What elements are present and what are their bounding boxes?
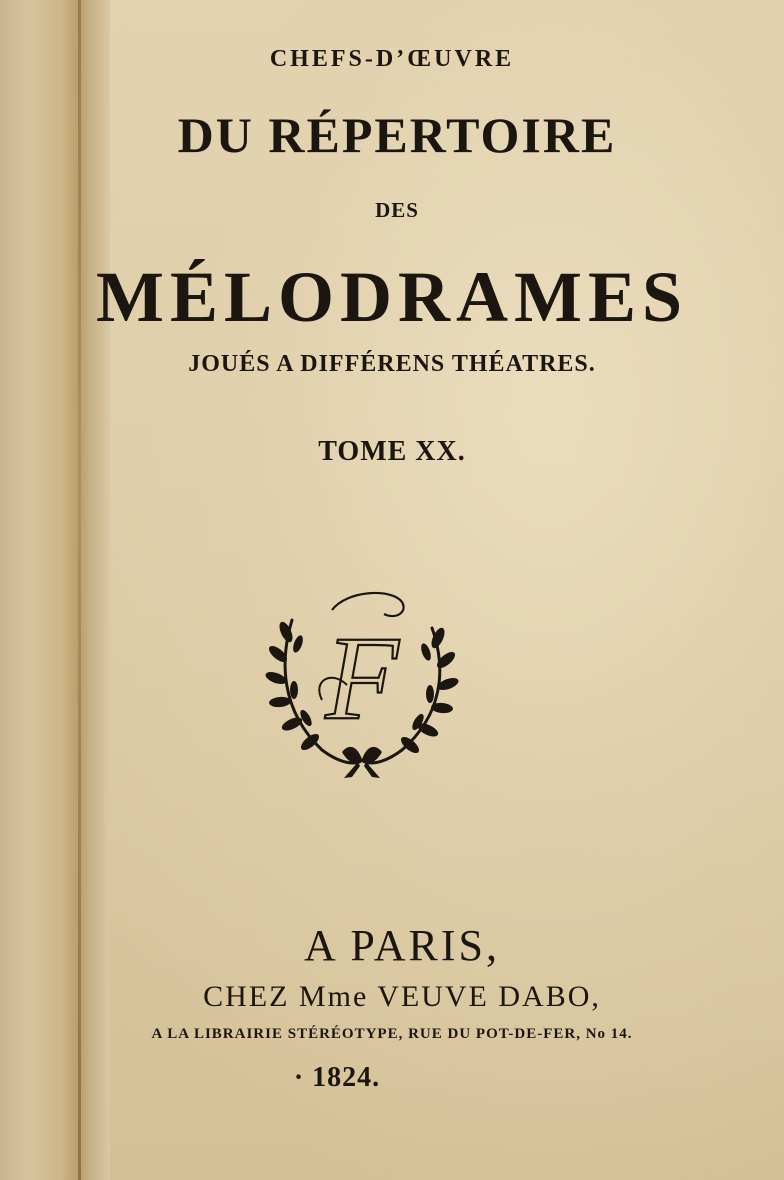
series-subtitle: DU RÉPERTOIRE <box>177 107 617 163</box>
volume-number: TOME XX. <box>318 436 466 467</box>
imprint-publisher: CHEZ Mme VEUVE DABO, <box>203 980 601 1013</box>
imprint-city: A PARIS, <box>303 921 501 970</box>
imprint-year: · 1824. <box>293 1062 381 1093</box>
series-heading: CHEFS-D’ŒUVRE <box>269 46 515 72</box>
imprint-address: A LA LIBRAIRIE STÉRÉOTYPE, RUE DU POT-DE-FER, No 14. <box>151 1026 633 1042</box>
monogram-letter: F <box>325 611 399 744</box>
connector-word: DES <box>375 198 419 222</box>
title-qualifier: JOUÉS A DIFFÉRENS THÉATRES. <box>188 351 596 377</box>
monogram-wreath-vignette <box>262 580 462 785</box>
main-title: MÉLODRAMES <box>95 257 689 337</box>
